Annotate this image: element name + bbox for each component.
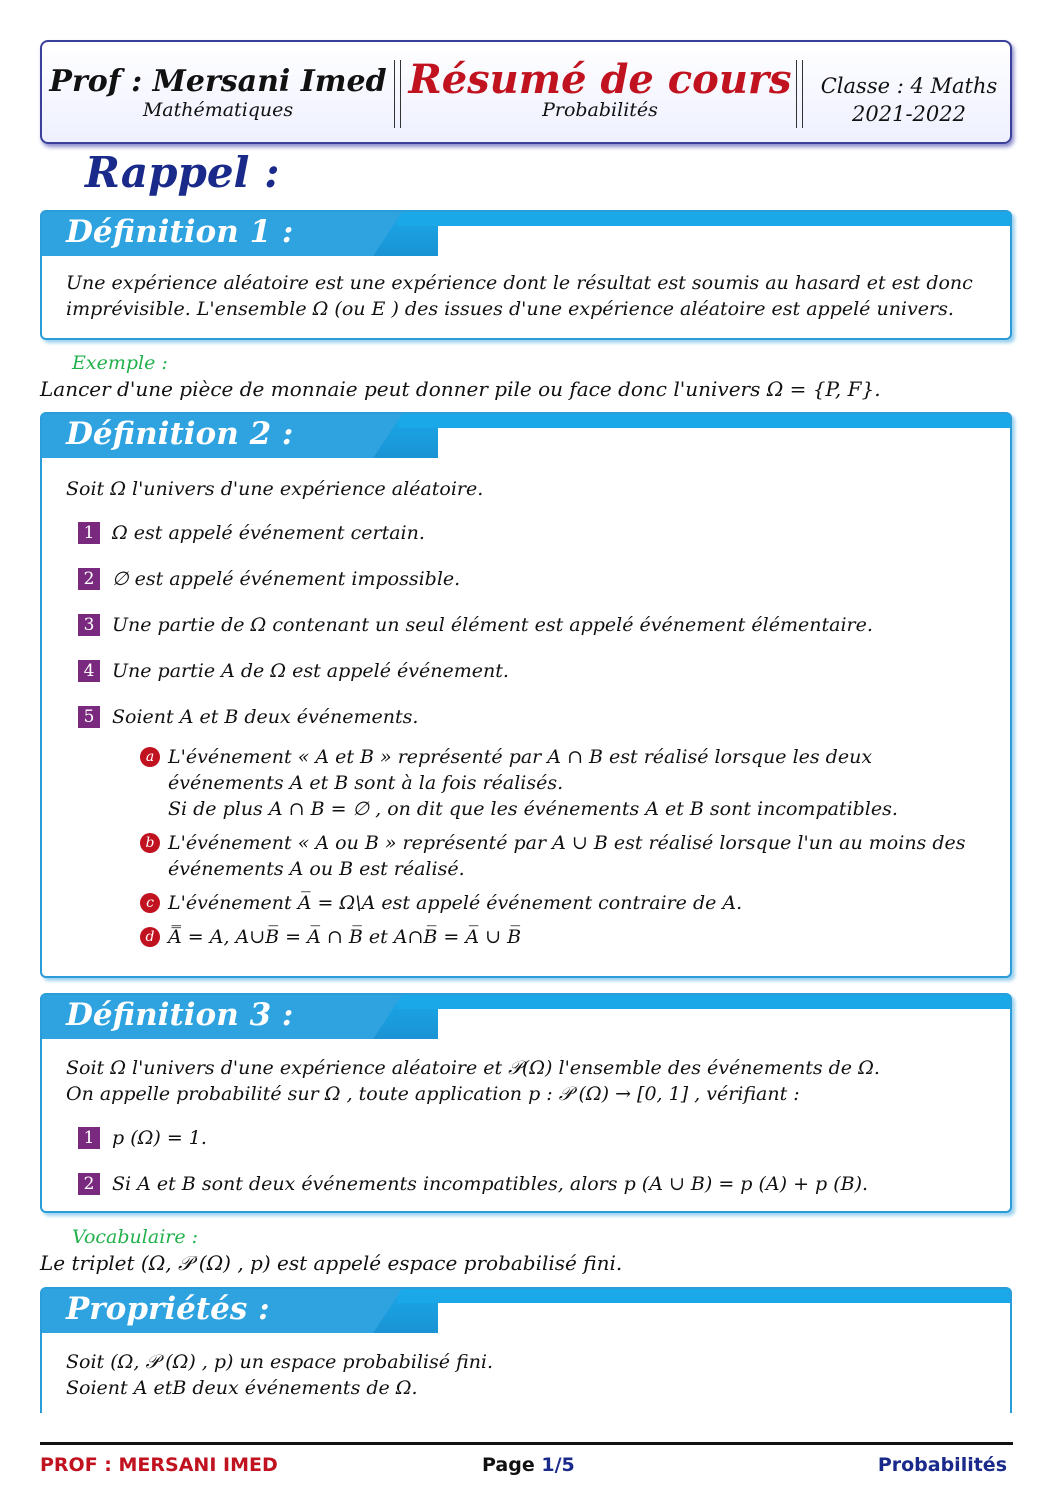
box-title: Définition 2 : xyxy=(66,416,294,452)
box-header xyxy=(42,1289,1010,1333)
definition-1-box xyxy=(40,210,1012,340)
property-line: Soit (Ω, 𝒫 (Ω) , p) un espace probabilisé fini. xyxy=(66,1351,494,1373)
list-item: 2 ∅ est appelé événement impossible. xyxy=(78,566,986,592)
footer-rule xyxy=(40,1442,1013,1445)
definition-3-box xyxy=(40,993,1012,1213)
class-label: Classe : 4 Maths xyxy=(820,74,998,98)
vocab-text: Le triplet (Ω, 𝒫 (Ω) , p) est appelé espace probabilisé fini. xyxy=(40,1251,623,1275)
sub-list-item: a L'événement « A et B » représenté par A ∩ B est réalisé lorsque les deux événements A et B sont à la fois réalisés. Si de plus A ∩ B = ∅ , on dit que les événements A et B sont incompatibles. xyxy=(140,744,986,822)
header-class xyxy=(806,42,1012,142)
example-label: Exemple : xyxy=(72,352,168,374)
header-title-block xyxy=(404,42,796,142)
definition-text: Une expérience aléatoire est une expérience dont le résultat est soumis au hasard et est donc imprévisible. L'ensemble Ω (ou E ) des issues d'une expérience aléatoire est appelé univers. xyxy=(66,272,973,320)
list-item: 2 Si A et B sont deux événements incompatibles, alors p (A ∪ B) = p (A) + p (B). xyxy=(78,1171,986,1197)
sub-list-item: b L'événement « A ou B » représenté par A ∪ B est réalisé lorsque l'un au moins des événements A ou B est réalisé. xyxy=(140,830,986,882)
box-header xyxy=(42,414,1010,458)
property-line: Soient A etB deux événements de Ω. xyxy=(66,1377,418,1399)
header-divider xyxy=(796,60,803,128)
list-item: 1 Ω est appelé événement certain. xyxy=(78,520,986,546)
sub-list-item: d A̿ = A, A∪B̅ = A̅ ∩ B̅ et A∩B̅ = A̅ ∪ B̅ xyxy=(140,924,986,950)
subject: Mathématiques xyxy=(142,99,294,121)
list-item: 4 Une partie A de Ω est appelé événement. xyxy=(78,658,986,684)
box-body xyxy=(42,1039,1010,1211)
list-item: 3 Une partie de Ω contenant un seul élément est appelé événement élémentaire. xyxy=(78,612,986,638)
definition-2-box xyxy=(40,412,1012,978)
footer-author: PROF : MERSANI IMED xyxy=(40,1454,278,1476)
example-text: Lancer d'une pièce de monnaie peut donner pile ou face donc l'univers Ω = {P, F}. xyxy=(40,377,881,401)
header-author xyxy=(42,42,394,142)
header-divider xyxy=(394,60,401,128)
school-year: 2021-2022 xyxy=(852,102,966,126)
vocab-label: Vocabulaire : xyxy=(72,1226,199,1248)
intro-text: Soit Ω l'univers d'une expérience aléatoire et 𝒫(Ω) l'ensemble des événements de Ω. xyxy=(66,1057,880,1079)
section-title: Rappel : xyxy=(85,148,280,197)
page-indicator: Page 1/5 xyxy=(482,1454,575,1476)
box-header xyxy=(42,212,1010,256)
properties-box xyxy=(40,1287,1012,1413)
page-header xyxy=(40,40,1012,144)
footer-chapter: Probabilités xyxy=(877,1454,1007,1476)
intro-text: Soit Ω l'univers d'une expérience aléatoire. xyxy=(66,478,484,500)
chapter: Probabilités xyxy=(542,99,658,121)
box-title: Propriétés : xyxy=(66,1291,270,1327)
box-title: Définition 1 : xyxy=(66,214,294,250)
box-body xyxy=(42,458,1010,972)
box-header xyxy=(42,995,1010,1039)
box-title: Définition 3 : xyxy=(66,997,294,1033)
box-body xyxy=(42,1333,1010,1415)
doc-title: Résumé de cours xyxy=(408,56,792,103)
list-item: 5 Soient A et B deux événements. xyxy=(78,704,986,730)
intro-text: On appelle probabilité sur Ω , toute application p : 𝒫 (Ω) → [0, 1] , vérifiant : xyxy=(66,1083,800,1105)
sub-list-item: c L'événement A̅ = Ω\A est appelé événement contraire de A. xyxy=(140,890,986,916)
list-item: 1 p (Ω) = 1. xyxy=(78,1125,986,1151)
author-name: Prof : Mersani Imed xyxy=(49,64,387,99)
